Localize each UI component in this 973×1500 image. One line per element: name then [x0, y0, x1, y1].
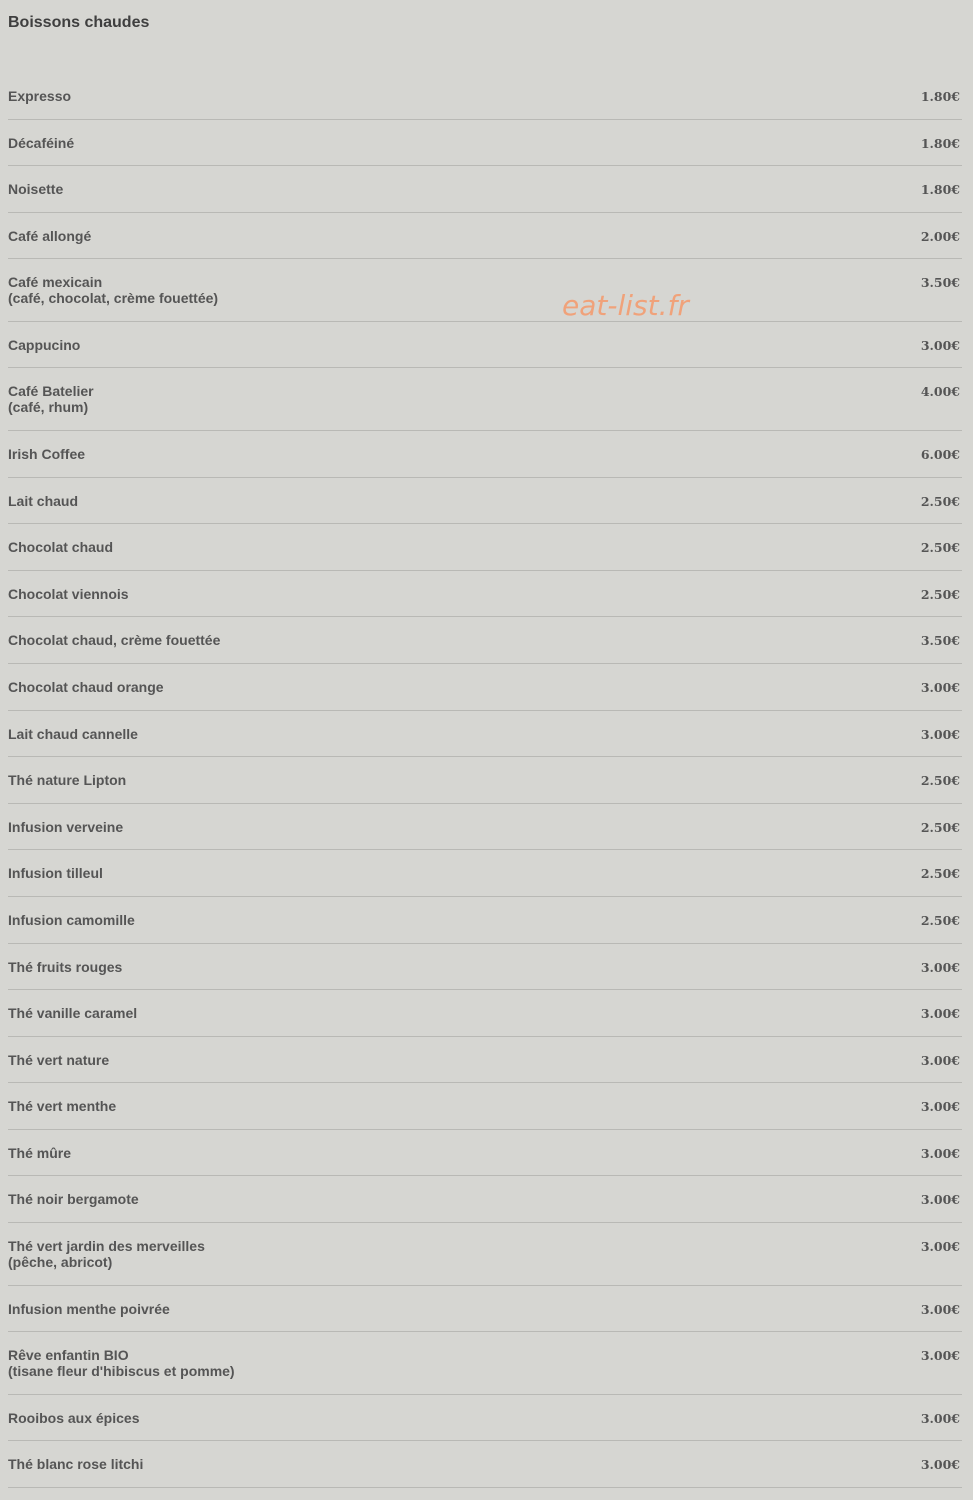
menu-item — [8, 73, 962, 120]
item-price: 3.50€ — [920, 275, 960, 291]
item-price: 3.00€ — [920, 1099, 960, 1115]
item-name — [8, 1410, 139, 1426]
menu-item — [8, 213, 962, 260]
item-name-text: Rêve enfantin BIO — [8, 1347, 129, 1364]
watermark: eat-list.fr — [562, 289, 689, 322]
menu-item — [8, 1395, 962, 1442]
item-name — [8, 1301, 170, 1317]
page-title: Boissons chaudes — [8, 14, 150, 31]
menu-item — [8, 1176, 962, 1223]
item-name-text: Lait chaud cannelle — [8, 725, 138, 742]
menu-item — [8, 1037, 962, 1084]
item-name-text: Café Batelier — [8, 383, 94, 400]
item-name — [8, 586, 129, 602]
item-name — [8, 679, 164, 695]
menu-item — [8, 617, 962, 664]
item-price: 2.50€ — [920, 819, 960, 835]
item-name-text: Lait chaud — [8, 492, 79, 509]
item-name — [8, 539, 113, 555]
item-description: (café, chocolat, crème fouettée) — [8, 290, 219, 307]
item-price: 2.50€ — [920, 773, 960, 789]
item-description: (tisane fleur d'hibiscus et pomme) — [8, 1363, 235, 1380]
menu-item — [8, 711, 962, 758]
item-name-text: Chocolat chaud, crème fouettée — [8, 632, 221, 649]
item-price: 6.00€ — [920, 446, 960, 462]
item-name — [8, 383, 94, 415]
item-name-text: Thé blanc rose litchi — [8, 1456, 144, 1473]
menu-item — [8, 571, 962, 618]
item-name-text: Irish Coffee — [8, 445, 86, 462]
item-name-text: Infusion menthe poivrée — [8, 1300, 170, 1317]
menu-item — [8, 1441, 962, 1488]
item-name-text: Infusion camomille — [8, 911, 135, 928]
item-price: 2.50€ — [920, 912, 960, 928]
item-price: 3.00€ — [920, 337, 960, 353]
item-name — [8, 865, 103, 881]
item-name-text: Thé fruits rouges — [8, 958, 123, 975]
item-price: 1.80€ — [920, 89, 960, 104]
menu-item — [8, 166, 962, 213]
item-name — [8, 726, 138, 742]
item-name-text: Chocolat chaud — [8, 539, 114, 556]
item-price: 3.00€ — [920, 1348, 960, 1364]
item-name-text: Décaféiné — [8, 134, 75, 151]
menu-item — [8, 368, 962, 431]
item-price: 2.50€ — [920, 586, 960, 602]
menu-list — [8, 73, 962, 1488]
item-price: 2.50€ — [920, 493, 960, 509]
item-name — [8, 228, 91, 244]
item-name-text: Rooibos aux épices — [8, 1409, 140, 1426]
item-price: 3.00€ — [920, 679, 960, 695]
item-price: 2.50€ — [920, 540, 960, 556]
item-price: 3.00€ — [920, 1006, 960, 1022]
menu-item — [8, 944, 962, 991]
item-name-text: Thé mûre — [8, 1144, 72, 1161]
item-name-text: Thé noir bergamote — [8, 1191, 139, 1208]
menu-item — [8, 990, 962, 1037]
item-name-text: Chocolat chaud orange — [8, 678, 164, 695]
item-name-text: Thé vert menthe — [8, 1098, 117, 1115]
item-name — [8, 912, 135, 928]
item-price: 3.00€ — [920, 1410, 960, 1426]
menu-item — [8, 431, 962, 478]
item-name-text: Café mexicain — [8, 274, 103, 291]
menu-item — [8, 1332, 962, 1395]
menu-item — [8, 322, 962, 369]
item-name-text: Thé nature Lipton — [8, 772, 127, 789]
item-name — [8, 772, 126, 788]
item-name-text: Cappucino — [8, 336, 81, 353]
item-price: 3.00€ — [920, 726, 960, 742]
item-name — [8, 446, 85, 462]
item-name — [8, 1238, 205, 1270]
item-name-text: Expresso — [8, 88, 72, 104]
item-name-text: Thé vert nature — [8, 1051, 110, 1068]
menu-item — [8, 120, 962, 167]
item-name — [8, 959, 122, 975]
item-name — [8, 88, 71, 104]
item-name — [8, 337, 80, 353]
menu-item — [8, 1286, 962, 1333]
menu-item — [8, 804, 962, 851]
item-name — [8, 819, 123, 835]
item-description: (pêche, abricot) — [8, 1254, 113, 1271]
menu-item — [8, 757, 962, 804]
item-name-text: Noisette — [8, 181, 64, 198]
item-name — [8, 1145, 71, 1161]
item-name-text: Chocolat viennois — [8, 585, 129, 602]
item-price: 3.50€ — [920, 633, 960, 649]
menu-item — [8, 524, 962, 571]
item-price: 3.00€ — [920, 1457, 960, 1473]
item-name-text: Infusion verveine — [8, 818, 124, 835]
item-name — [8, 632, 220, 648]
menu-item — [8, 1083, 962, 1130]
item-name — [8, 1456, 143, 1472]
item-price: 1.80€ — [920, 182, 960, 198]
item-name — [8, 1347, 235, 1379]
item-name — [8, 135, 74, 151]
item-price: 3.00€ — [920, 1192, 960, 1208]
item-name — [8, 1052, 109, 1068]
item-name-text: Thé vert jardin des merveilles — [8, 1238, 205, 1255]
item-price: 1.80€ — [920, 135, 960, 151]
item-name-text: Thé vanille caramel — [8, 1005, 138, 1022]
item-price: 2.00€ — [920, 228, 960, 244]
item-name — [8, 1191, 139, 1207]
item-description: (café, rhum) — [8, 399, 89, 416]
item-price: 4.00€ — [920, 384, 960, 400]
item-name — [8, 1098, 116, 1114]
item-name — [8, 1005, 137, 1021]
item-name — [8, 274, 218, 306]
item-name-text: Infusion tilleul — [8, 865, 103, 882]
item-price: 3.00€ — [920, 1239, 960, 1255]
menu-item — [8, 897, 962, 944]
item-price: 3.00€ — [920, 1052, 960, 1068]
item-price: 3.00€ — [920, 1301, 960, 1317]
menu-item — [8, 664, 962, 711]
item-price: 3.00€ — [920, 1145, 960, 1161]
item-name-text: Café allongé — [8, 227, 92, 244]
menu-item — [8, 259, 962, 322]
item-price: 3.00€ — [920, 959, 960, 975]
menu-item — [8, 1223, 962, 1286]
menu-item — [8, 1130, 962, 1177]
menu-item — [8, 850, 962, 897]
item-name — [8, 493, 78, 509]
item-name — [8, 181, 63, 197]
item-price: 2.50€ — [920, 866, 960, 882]
menu-item — [8, 478, 962, 525]
